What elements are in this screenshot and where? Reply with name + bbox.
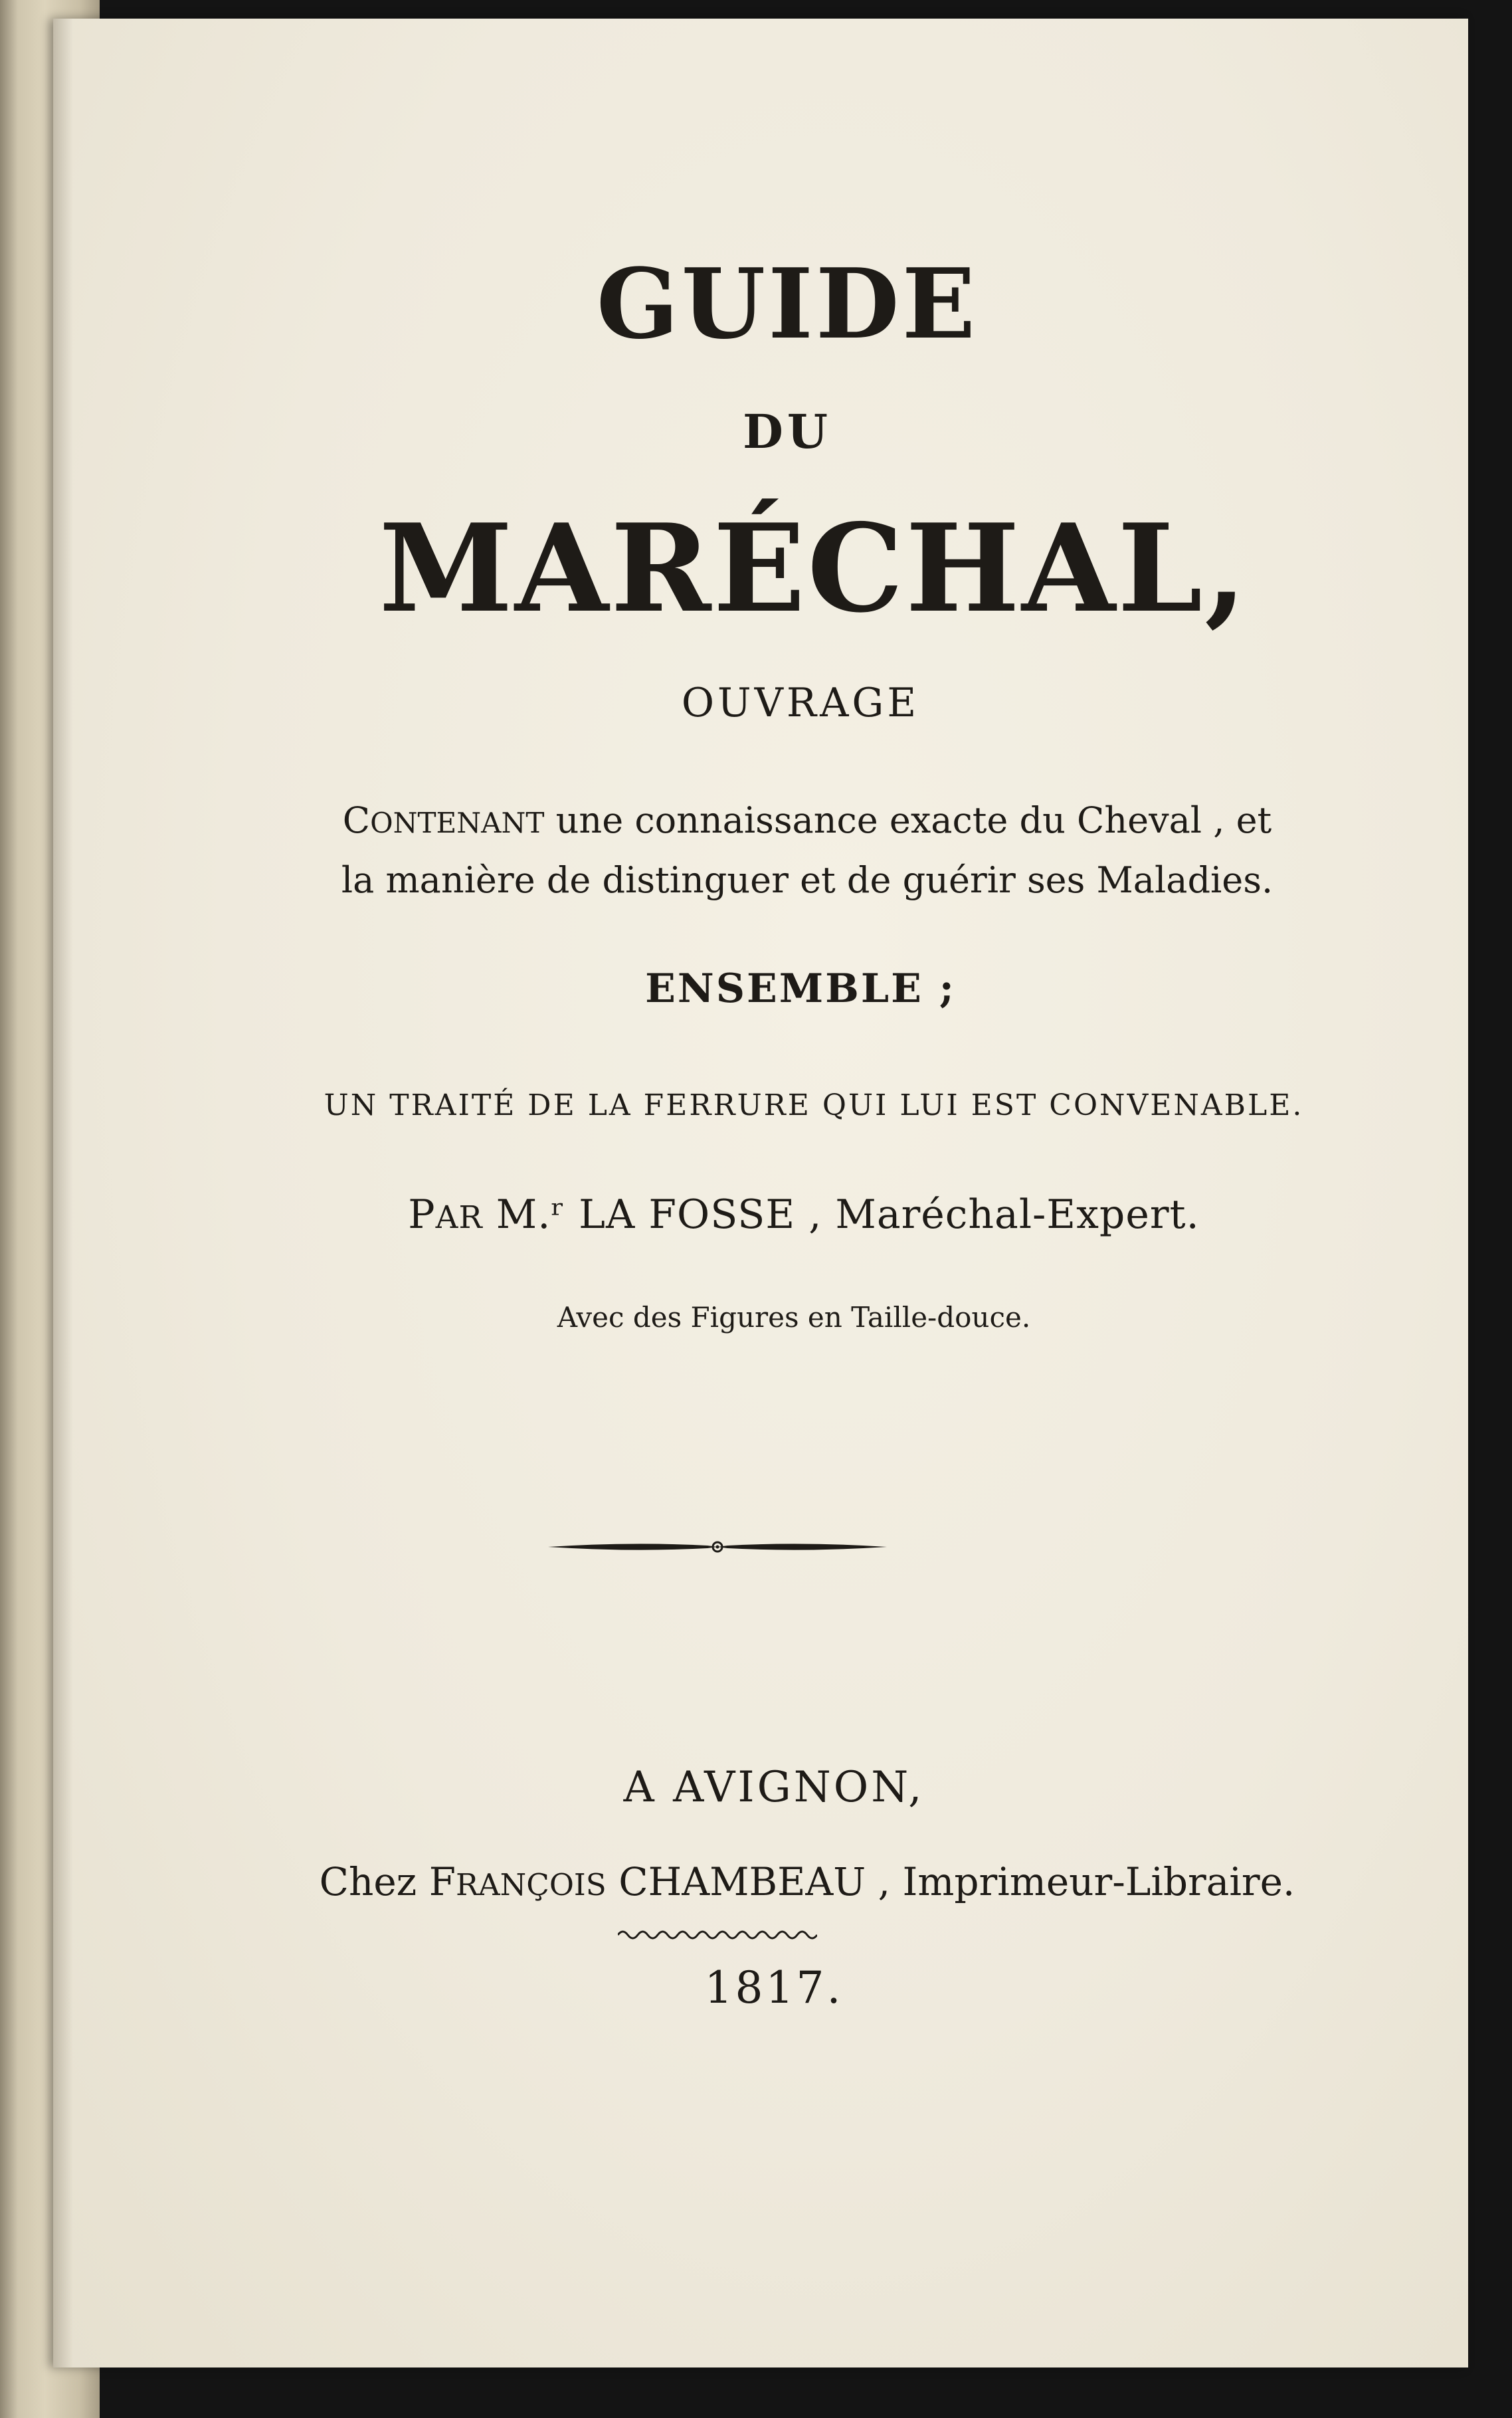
ornament-rule <box>545 1534 890 1560</box>
figures-note: Avec des Figures en Taille-douce. <box>557 1301 1031 1334</box>
ensemble-heading: ENSEMBLE ; <box>645 965 956 1012</box>
description-line-1-text: une connaissance exacte du Cheval , et <box>544 799 1272 841</box>
description-initial: C <box>342 799 371 841</box>
traite-line: UN TRAITÉ DE LA FERRURE QUI LUI EST CONVENABLE. <box>324 1088 1304 1122</box>
printer-smallcaps: RANÇOIS <box>455 1867 607 1902</box>
imprint-year: 1817. <box>704 1962 844 2013</box>
description-line-2: la manière de distinguer et de guérir ses Maladies. <box>341 859 1274 901</box>
author-name: M.ʳ LA FOSSE , Maréchal-Expert. <box>482 1191 1200 1238</box>
title-page <box>53 19 1468 2368</box>
imprint-place: A AVIGNON, <box>623 1763 925 1812</box>
imprint-printer <box>100 1859 1512 1904</box>
wavy-rule <box>618 1928 817 1942</box>
printer-initial: F <box>428 1859 456 1904</box>
author-line <box>96 1191 1511 1238</box>
title-marechal: MARÉCHAL, <box>379 497 1249 639</box>
printer-pre: Chez <box>319 1859 429 1904</box>
title-guide: GUIDE <box>596 248 979 361</box>
author-initial: P <box>408 1191 436 1238</box>
title-du: DU <box>743 404 832 459</box>
subtitle-ouvrage: OUVRAGE <box>681 680 920 726</box>
description-smallcaps: ONTENANT <box>370 807 545 839</box>
printer-rest: CHAMBEAU , Imprimeur-Libraire. <box>606 1859 1295 1904</box>
description-line-1 <box>100 799 1512 841</box>
author-smallcaps: AR <box>435 1200 483 1236</box>
